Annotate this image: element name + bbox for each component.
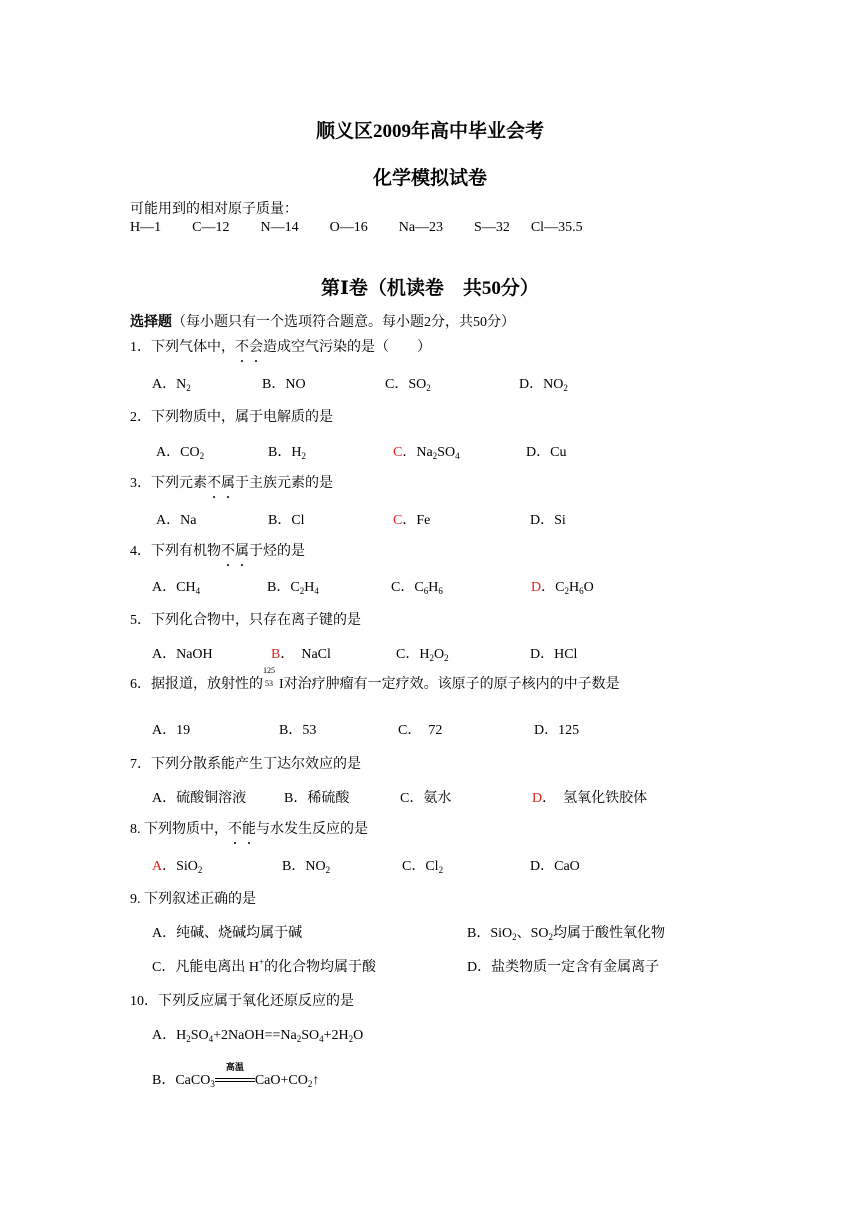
reaction-condition: 高温 <box>215 1072 255 1086</box>
q4-option-c[interactable]: C．$C_6H_6$ <box>391 580 443 596</box>
section-type: 选择题 <box>130 315 172 330</box>
exam-subtitle: 化学模拟试卷 <box>372 168 487 189</box>
question-10: 10．下列反应属于氧化还原反应的是 <box>130 994 354 1009</box>
q10-option-a[interactable]: A．$H_2SO_4+2NaOH==Na_2SO_4+2H_2O$ <box>152 1028 364 1044</box>
q5-option-c[interactable]: C．$H_2O_2$ <box>396 647 449 663</box>
question-6: 6．据报道，放射性的 125 53 I对治疗肿瘤有一定疗效。该原子的原子核内的中子数是 <box>130 666 620 692</box>
question-2: 2．下列物质中，属于电解质的是 <box>130 410 333 425</box>
atomic-mass-item: N—14 <box>260 220 299 235</box>
q2-option-b[interactable]: B．$H_2$ <box>268 445 306 461</box>
q7-option-c[interactable]: C．氨水 <box>400 791 452 806</box>
q8-option-b[interactable]: B．$NO_2$ <box>282 859 331 875</box>
q8-option-c[interactable]: C．$Cl_2$ <box>402 859 444 875</box>
atomic-mass-item: Cl—35.5 <box>530 220 583 235</box>
answer-mark: D <box>531 580 542 595</box>
q3-option-b[interactable]: B．Cl <box>268 513 305 528</box>
answer-mark: A <box>152 859 163 874</box>
q1-option-d[interactable]: D．$NO_2$ <box>519 377 568 393</box>
q7-option-b[interactable]: B．稀硫酸 <box>284 791 350 806</box>
question-3: 3．下列元素不属于主族元素的是 <box>130 472 333 492</box>
q6-option-b[interactable]: B．53 <box>279 723 317 738</box>
q5-option-b[interactable]: B． NaCl <box>271 647 331 662</box>
q4-option-a[interactable]: A．$CH_4$ <box>152 580 201 596</box>
q3-option-a[interactable]: A．Na <box>156 513 197 528</box>
q5-option-d[interactable]: D．HCl <box>530 647 578 662</box>
q6-option-d[interactable]: D．125 <box>534 723 580 738</box>
emphasis-dot: 不 <box>228 818 242 838</box>
atomic-mass-item: S—32 <box>474 220 510 235</box>
question-5: 5．下列化合物中，只存在离子键的是 <box>130 613 361 628</box>
emphasis-dot: 能 <box>242 818 256 838</box>
question-9: 9. 下列叙述正确的是 <box>130 892 256 907</box>
q1-option-c[interactable]: C．$SO_2$ <box>385 377 431 393</box>
exam-title: 顺义区2009年高中毕业会考 <box>315 121 544 142</box>
question-1: 1．下列气体中，不会造成空气污染的是（ ） <box>130 336 431 356</box>
emphasis-dot: 不 <box>235 336 249 356</box>
emphasis-dot: 属 <box>221 472 235 492</box>
answer-mark: C <box>393 445 403 460</box>
q3-option-c[interactable]: C．Fe <box>393 513 431 528</box>
q2-option-d[interactable]: D．Cu <box>526 445 567 460</box>
q2-option-c[interactable]: C．$Na_2SO_4$ <box>393 445 460 461</box>
atomic-mass-list <box>130 220 583 236</box>
q6-option-c[interactable]: C． 72 <box>398 723 443 738</box>
q7-option-d[interactable]: D． 氢氧化铁胶体 <box>532 791 648 806</box>
atomic-mass-item: H—1 <box>130 220 162 235</box>
atomic-mass-label: 可能用到的相对原子质量： <box>130 202 298 217</box>
section-instructions <box>130 311 515 331</box>
q6-option-a[interactable]: A．19 <box>152 723 191 738</box>
atomic-mass-item: O—16 <box>329 220 368 235</box>
q7-option-a[interactable]: A．硫酸铜溶液 <box>152 791 247 806</box>
nuclide-notation: 125 53 <box>263 666 275 688</box>
q9-option-b[interactable]: B．SiO$_2$、$SO_2$均属于酸性氧化物 <box>467 926 666 942</box>
q9-option-c[interactable]: C．凡能电离出 H+的化合物均属于酸 <box>152 957 377 975</box>
q1-option-a[interactable]: A．$N_2$ <box>152 377 191 393</box>
q9-option-d[interactable]: D．盐类物质一定含有金属离子 <box>467 960 660 975</box>
q8-option-a[interactable]: A．SiO$_2$ <box>152 859 203 875</box>
q4-option-b[interactable]: B．$C_2H_4$ <box>267 580 319 596</box>
answer-mark: C <box>393 513 403 528</box>
q2-option-a[interactable]: A．$CO_2$ <box>156 445 205 461</box>
answer-mark: B <box>271 647 281 662</box>
atomic-mass-item: C—12 <box>192 220 230 235</box>
answer-mark: D <box>532 791 543 806</box>
q10-option-b[interactable]: B．CaCO$_3$ 高温 $CaO+CO_2↑$ <box>152 1062 320 1089</box>
q5-option-a[interactable]: A．NaOH <box>152 647 213 662</box>
section-title: 第Ⅰ卷（机读卷 共50分） <box>321 278 539 299</box>
emphasis-dot: 不 <box>207 472 221 492</box>
emphasis-dot: 会 <box>249 336 263 356</box>
q9-option-a[interactable]: A．纯碱、烧碱均属于碱 <box>152 926 303 941</box>
question-8: 8. 下列物质中，不能与水发生反应的是 <box>130 818 368 838</box>
emphasis-dot: 不 <box>221 540 235 560</box>
section-rules: （每小题只有一个选项符合题意。每小题2分，共50分） <box>172 315 515 330</box>
q4-option-d[interactable]: D．$C_2H_6O$ <box>531 580 594 596</box>
atomic-mass-item: Na—23 <box>398 220 444 235</box>
question-4: 4．下列有机物不属于烃的是 <box>130 540 305 560</box>
q3-option-d[interactable]: D．Si <box>530 513 566 528</box>
q8-option-d[interactable]: D．CaO <box>530 859 580 874</box>
question-7: 7．下列分散系能产生丁达尔效应的是 <box>130 757 361 772</box>
emphasis-dot: 属 <box>235 540 249 560</box>
q1-option-b[interactable]: B．NO <box>262 377 306 392</box>
